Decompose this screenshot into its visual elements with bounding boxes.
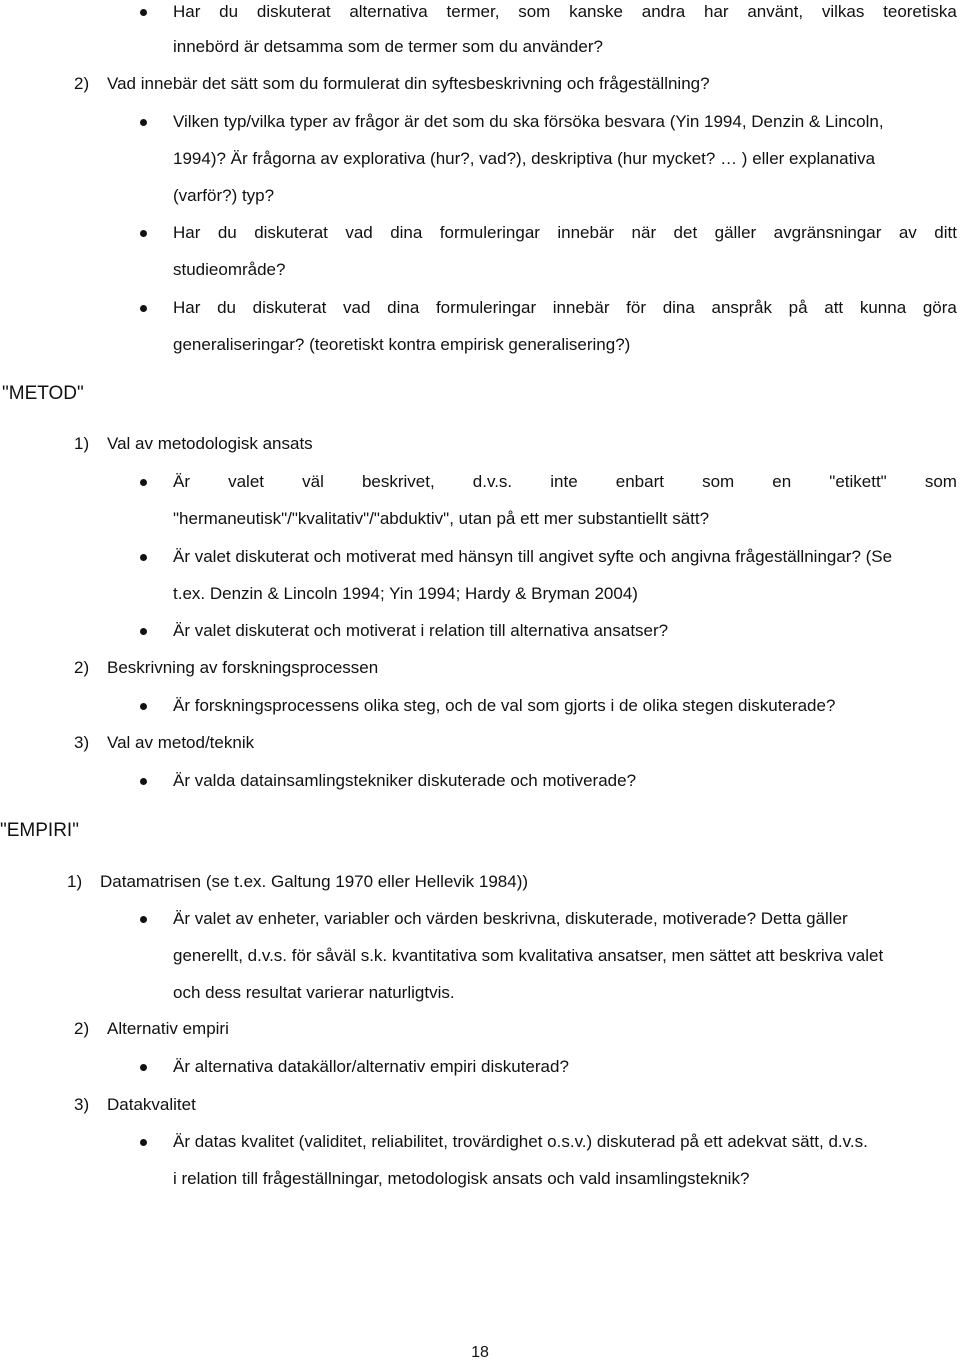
word: alternativa [349, 2, 428, 21]
bullet-marker [140, 778, 147, 785]
word: "etikett" [829, 472, 887, 491]
word: använt, [747, 2, 804, 21]
word: Är [173, 472, 190, 491]
word: kanske [569, 2, 623, 21]
word: avgränsningar [773, 223, 882, 242]
page-number: 18 [471, 1344, 489, 1361]
word: när [631, 223, 657, 242]
bullet-quality-line2: i relation till frågeställningar, metodologisk ansats och vald insamlingsteknik? [173, 1169, 750, 1188]
bullet-process: Är forskningsprocessens olika steg, och de val som gjorts i de olika stegen diskuterade? [173, 696, 836, 715]
word: som [702, 472, 735, 491]
word: har [703, 2, 729, 21]
bullet-marker [140, 916, 147, 923]
word: anspråk [711, 298, 772, 317]
bullet-generalization-line1 [173, 297, 957, 319]
bullet-question-types-line2: 1994)? Är frågorna av explorativa (hur?, vad?), deskriptiva (hur mycket? … ) eller explanativa [173, 149, 876, 168]
bullet-marker [140, 9, 147, 16]
word: formuleringar [439, 223, 540, 242]
word: innebär [552, 298, 610, 317]
word: gäller [714, 223, 757, 242]
bullet-marker [140, 305, 147, 312]
section-heading-empiri: "EMPIRI" [0, 820, 79, 841]
word: vad [345, 223, 373, 242]
bullet-marker [140, 479, 147, 486]
word: på [788, 298, 808, 317]
word: enbart [615, 472, 664, 491]
word: teoretiska [883, 2, 957, 21]
word: Har [173, 223, 201, 242]
bullet-question-types-line3: (varför?) typ? [173, 186, 275, 205]
list-item-text: Val av metodologisk ansats [107, 434, 313, 453]
word: ditt [934, 223, 957, 242]
word: du [217, 298, 236, 317]
word: du [219, 2, 239, 21]
bullet-quality-line1: Är datas kvalitet (validitet, reliabilitet, trovärdighet o.s.v.) diskuterad på ett adekvat sätt, d.v.s. [173, 1132, 868, 1151]
word: d.v.s. [472, 472, 513, 491]
bullet-motivated-line1: Är valet diskuterat och motiverat med hänsyn till angivet syfte och angivna frågeställningar? (Se [173, 547, 893, 566]
bullet-alt-sources: Är alternativa datakällor/alternativ empiri diskuterad? [173, 1057, 569, 1076]
bullet-marker [140, 230, 147, 237]
list-number: 3) [74, 733, 90, 752]
list-item-text: Vad innebär det sätt som du formulerat din syftesbeskrivning och frågeställning? [107, 74, 710, 93]
list-item-text: Val av metod/teknik [107, 733, 255, 752]
bullet-label-line1 [173, 471, 957, 493]
bullet-marker [140, 1064, 147, 1071]
list-item-text: Datamatrisen (se t.ex. Galtung 1970 eller Hellevik 1984)) [100, 872, 529, 891]
bullet-units-line2: generellt, d.v.s. för såväl s.k. kvantitativa som kvalitativa ansatser, men sättet att beskriva valet [173, 946, 884, 965]
word: av [898, 223, 917, 242]
list-item-text: Beskrivning av forskningsprocessen [107, 658, 379, 677]
section-heading-metod: "METOD" [2, 383, 84, 404]
word: det [673, 223, 698, 242]
bullet-marker [140, 119, 147, 126]
bullet-generalization-line2: generaliseringar? (teoretiskt kontra empirisk generalisering?) [173, 335, 631, 354]
word: formuleringar [435, 298, 537, 317]
bullet-marker [140, 628, 147, 635]
list-number: 1) [74, 434, 90, 453]
word: diskuterat [252, 298, 327, 317]
word: du [217, 223, 237, 242]
list-item-text: Alternativ empiri [107, 1019, 229, 1038]
bullet-units-line3: och dess resultat varierar naturligtvis. [173, 983, 455, 1002]
bullet-marker [140, 1139, 147, 1146]
word: vad [343, 298, 371, 317]
word: diskuterat [256, 2, 331, 21]
word: diskuterat [254, 223, 328, 242]
list-number: 2) [74, 1019, 90, 1038]
word: dina [387, 298, 420, 317]
bullet-alternatives: Är valet diskuterat och motiverat i relation till alternativa ansatser? [173, 621, 669, 640]
word: dina [662, 298, 695, 317]
word: vilkas [821, 2, 865, 21]
word: innebär [557, 223, 615, 242]
bullet-techniques: Är valda datainsamlingstekniker diskuterade och motiverade? [173, 771, 637, 790]
list-number: 1) [67, 872, 83, 891]
bullet-marker [140, 554, 147, 561]
word: Har [173, 298, 201, 317]
word: beskrivet, [361, 472, 435, 491]
bullet-marker [140, 703, 147, 710]
word: termer, [446, 2, 500, 21]
word: andra [641, 2, 686, 21]
bullet-alt-terms-line1 [173, 1, 957, 23]
list-number: 2) [74, 658, 90, 677]
bullet-delimitation-line2: studieområde? [173, 260, 286, 279]
bullet-delimitation-line1 [173, 222, 957, 244]
word: inte [550, 472, 578, 491]
bullet-motivated-line2: t.ex. Denzin & Lincoln 1994; Yin 1994; Hardy & Bryman 2004) [173, 584, 638, 603]
bullet-units-line1: Är valet av enheter, variabler och värden beskrivna, diskuterade, motiverade? Detta gäller [173, 909, 848, 928]
bullet-label-line2: "hermaneutisk"/"kvalitativ"/"abduktiv", utan på ett mer substantiellt sätt? [173, 509, 710, 528]
word: som [518, 2, 551, 21]
list-number: 3) [74, 1095, 90, 1114]
bullet-alt-terms-line2: innebörd är detsamma som de termer som du använder? [173, 37, 603, 56]
word: att [824, 298, 844, 317]
bullet-question-types-line1: Vilken typ/vilka typer av frågor är det som du ska försöka besvara (Yin 1994, Denzin & Lincoln, [173, 112, 884, 131]
word: för [626, 298, 647, 317]
list-number: 2) [74, 74, 90, 93]
list-item-text: Datakvalitet [107, 1095, 196, 1114]
word: kunna [859, 298, 907, 317]
word: dina [390, 223, 423, 242]
word: valet [228, 472, 265, 491]
word: en [772, 472, 792, 491]
word: som [924, 472, 957, 491]
word: väl [302, 472, 324, 491]
word: Har [173, 2, 201, 21]
word: göra [922, 298, 957, 317]
